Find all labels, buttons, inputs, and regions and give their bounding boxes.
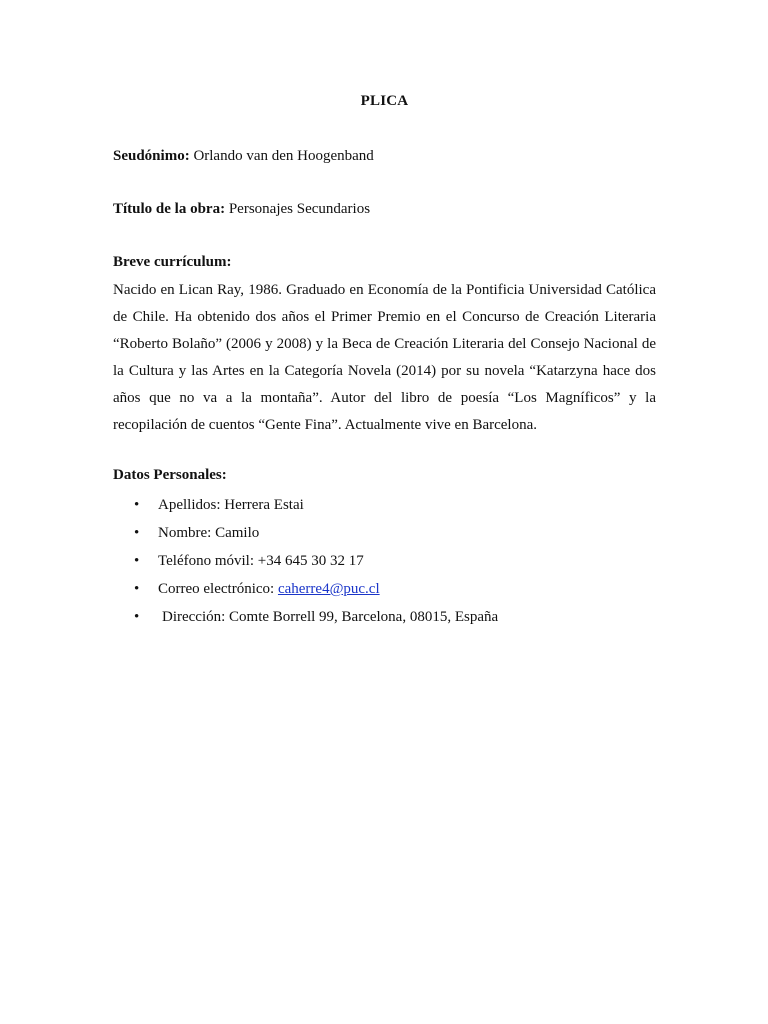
titulo-obra-value: Personajes Secundarios (228, 201, 371, 217)
correo-label: Correo electrónico: (158, 581, 278, 597)
apellidos-text: Apellidos: Herrera Estai (158, 497, 304, 513)
list-item-apellidos (113, 491, 498, 519)
telefono-text: Teléfono móvil: +34 645 30 32 17 (158, 553, 364, 569)
titulo-obra-label: Título de la obra: (113, 201, 226, 217)
email-link[interactable]: caherre4@puc.cl (277, 581, 380, 597)
titulo-obra-line (113, 201, 370, 218)
document-title: PLICA (360, 93, 409, 109)
direccion-text: Dirección: Comte Borrell 99, Barcelona, 08015, España (162, 609, 499, 625)
bullet-icon: • (134, 581, 140, 597)
list-item-correo (113, 575, 498, 603)
datos-personales-list (113, 491, 498, 631)
list-item-nombre (113, 519, 498, 547)
bullet-icon: • (134, 553, 140, 569)
bullet-icon: • (134, 609, 140, 625)
datos-personales-heading: Datos Personales: (113, 467, 227, 483)
nombre-text: Nombre: Camilo (158, 525, 260, 541)
curriculum-heading: Breve currículum: (113, 254, 232, 270)
list-item-direccion (113, 603, 498, 631)
seudonimo-label: Seudónimo: (113, 148, 190, 164)
bullet-icon: • (134, 525, 140, 541)
bullet-icon: • (134, 497, 140, 513)
list-item-telefono (113, 547, 498, 575)
seudonimo-line (113, 148, 374, 165)
seudonimo-value: Orlando van den Hoogenband (193, 148, 374, 164)
curriculum-text: Nacido en Lican Ray, 1986. Graduado en Economía de la Pontificia Universidad Católica de Chile. Ha obtenido dos años el Primer Premio en el Concurso de Creación Literaria “Roberto Bolaño” (2006 y 2008) y la Beca de Creación Literaria del Consejo Nacional de la Cultura y las Artes en la Categoría Novela (2014) por su novela “Katarzyna hace dos años que no va a la montaña”. Autor del libro de poesía “Los Magníficos” y la recopilación de cuentos “Gente Fina”. Actualmente vive en Barcelona. (113, 282, 656, 433)
